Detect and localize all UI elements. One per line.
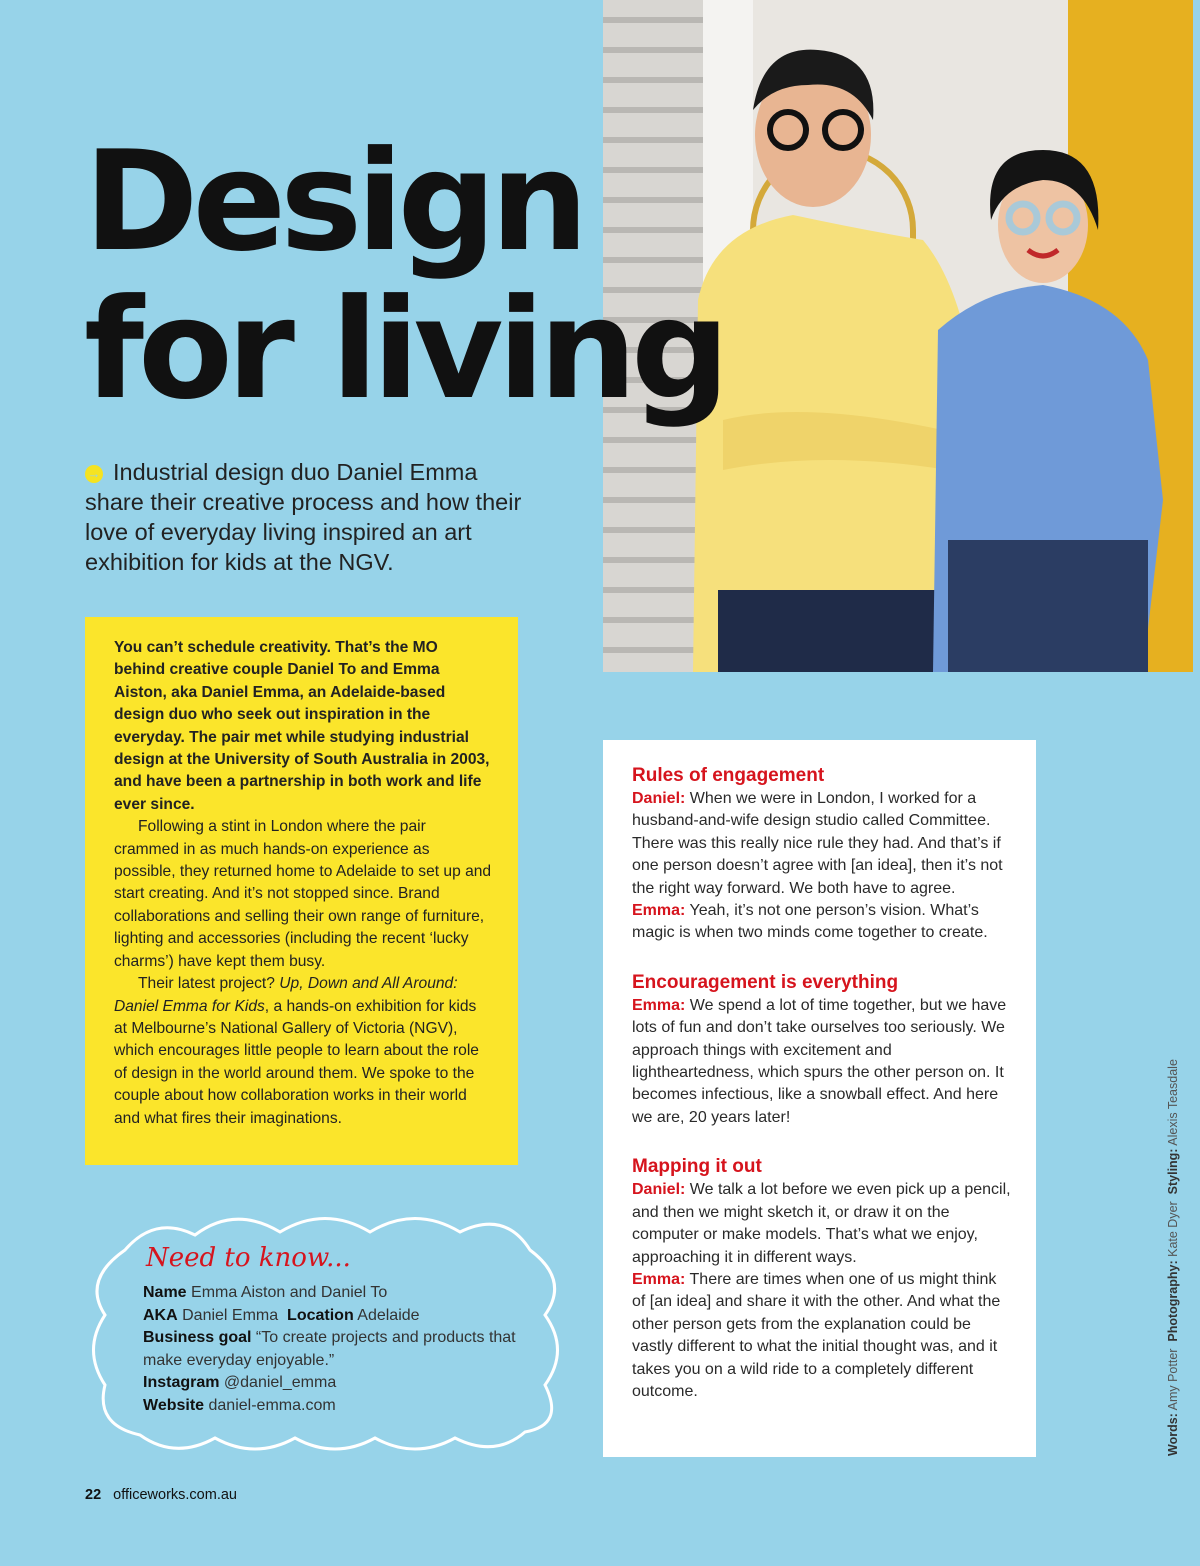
intro-panel [85, 617, 518, 1165]
section-mapping-it-out [632, 1155, 1012, 1403]
section-heading: Rules of engagement [632, 765, 825, 786]
value[interactable]: @daniel_emma [219, 1374, 337, 1392]
label: Styling: [1166, 1148, 1180, 1195]
answer-text: Yeah, it’s not one person’s vision. What’s magic is when two minds come together to create. [632, 902, 988, 942]
footer-site: officeworks.com.au [113, 1487, 237, 1503]
label: Business goal [143, 1329, 252, 1347]
text: Their latest project? [138, 975, 280, 993]
speaker: Emma: [632, 996, 686, 1014]
label: Name [143, 1284, 187, 1301]
value: Amy Potter [1166, 1341, 1180, 1414]
fact-aka-location [143, 1305, 543, 1328]
value: Alexis Teasdale [1166, 1059, 1180, 1149]
answer [632, 1269, 1012, 1403]
interview-panel [603, 740, 1036, 1457]
value: Emma Aiston and Daniel To [186, 1284, 388, 1301]
fact-instagram [143, 1372, 543, 1395]
title-line-1: Design [84, 121, 583, 282]
page-number: 22 [85, 1487, 102, 1503]
value: Kate Dyer [1166, 1194, 1180, 1261]
speaker: Daniel: [632, 790, 686, 807]
speaker: Emma: [632, 902, 686, 920]
intro-text: Industrial design duo Daniel Emma share their creative process and how their love of everyday living inspired an art exhibition for kids at the NGV. [85, 459, 522, 575]
answer-text: We spend a lot of time together, but we have lots of fun and don’t take ourselves too seriously. We approach things with excitement and lightheartedness, which spurs the other person on. It becomes infectious, like a snowball effect. And here we are, 20 years later! [632, 996, 1007, 1126]
page-footer [85, 1487, 237, 1503]
lead-paragraph: You can’t schedule creativity. That’s the MO behind creative couple Daniel To and Emma Aiston, aka Daniel Emma, an Adelaide-based design duo who seek out inspiration in the everyday. The pair met while studying industrial design at the University of South Australia in 2003, and have been a partnership in both work and life ever since. [114, 639, 490, 813]
need-to-know-facts [143, 1282, 543, 1418]
answer [632, 1179, 1012, 1269]
fact-website [143, 1395, 543, 1418]
need-to-know-heading: Need to know... [146, 1243, 351, 1273]
photo-credits [1166, 1059, 1180, 1456]
value: “To create projects and products that make everyday enjoyable.” [143, 1329, 516, 1369]
section-rules-of-engagement [632, 764, 1012, 945]
value: Daniel Emma [177, 1306, 288, 1324]
page-title [84, 121, 724, 430]
section-encouragement [632, 971, 1012, 1129]
answer [632, 900, 1012, 945]
title-line-2: for living [84, 269, 724, 430]
answer-text: There are times when one of us might think of [an idea] and share it with the other. And what the other person gets from the explanation could be vastly different to what the initial thought was, and it takes you on a wild ride to a completely different outcome. [632, 1270, 1001, 1400]
label: AKA [143, 1306, 178, 1324]
fact-business-goal [143, 1327, 543, 1372]
fact-name [143, 1282, 543, 1305]
label: Words: [1166, 1413, 1180, 1456]
text: , a hands-on exhibition for kids at Melbourne’s National Gallery of Victoria (NGV), which encourages little people to learn about the role of design in the world around them. We spoke to the couple about how collaboration works in their world and what fires their imaginations. [114, 997, 479, 1127]
label: Photography: [1166, 1260, 1180, 1342]
answer-text: We talk a lot before we even pick up a pencil, and then we might sketch it, or draw it on the computer or make models. That’s what we enjoy, approaching it in different ways. [632, 1181, 1011, 1266]
section-heading: Mapping it out [632, 1156, 762, 1178]
answer-text: When we were in London, I worked for a husband-and-wife design studio called Committee. There was this really nice rule they had. And that’s if one person doesn’t agree with [an idea], then it’s not the right way forward. We both have to agree. [632, 790, 1003, 897]
answer [632, 995, 1012, 1129]
body-paragraph: Following a stint in London where the pair crammed in as much hands-on experience as possible, they returned home to Adelaide to set up and start creating. And it’s not stopped since. Brand collaborations and selling their own range of furniture, lighting and accessories (including the recent ‘lucky charms’) have kept them busy. [114, 818, 492, 970]
label: Website [143, 1396, 205, 1414]
value: Adelaide [353, 1306, 420, 1324]
arrow-right-icon: → [85, 465, 103, 483]
speaker: Emma: [632, 1270, 686, 1288]
label: Instagram [143, 1374, 220, 1392]
body-paragraph [114, 973, 492, 1130]
speaker: Daniel: [632, 1181, 686, 1199]
exhibition-title: Up, Down and All Around: Daniel Emma for Kids [114, 975, 458, 1015]
section-heading: Encouragement is everything [632, 971, 899, 993]
answer [632, 788, 1012, 900]
intro-standfirst [85, 457, 525, 577]
label: Location [287, 1306, 354, 1324]
website-link[interactable]: daniel-emma.com [204, 1396, 336, 1414]
